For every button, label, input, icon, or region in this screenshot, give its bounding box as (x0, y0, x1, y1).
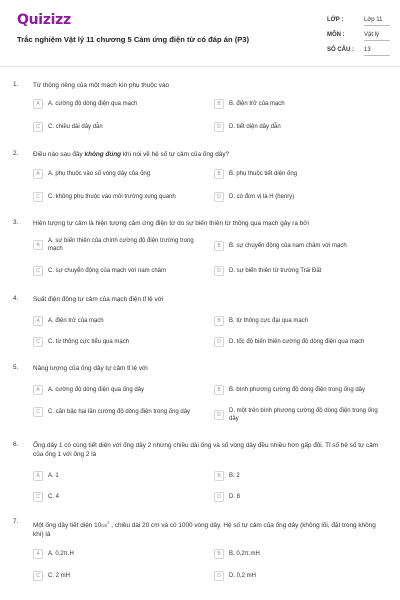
option-text: C. từ thông cực tiểu qua mạch (48, 339, 130, 345)
question-number: 7. (13, 518, 19, 525)
option-d[interactable] (214, 122, 386, 132)
question-text (33, 150, 388, 159)
question-number: 1. (13, 81, 19, 88)
option-letter-badge: C (33, 192, 43, 202)
option-text: A. phụ thuộc vào số vòng dây của ống (48, 171, 151, 177)
option-letter-badge: B (214, 169, 224, 179)
question-text-part: Điều nào sau đây (33, 151, 85, 158)
question-text: Suất điện động tự cảm của mạch điện tỉ lệ với (33, 296, 164, 303)
option-text: A. cường độ dòng điện qua ống dây (48, 387, 145, 393)
option-text: D. tốc độ biến thiên cường độ dòng điện qua mạch (229, 339, 365, 345)
option-text: B. phụ thuộc tiết diện ống (229, 171, 298, 177)
option-c[interactable] (33, 266, 205, 276)
option-letter-badge: C (33, 122, 43, 132)
option-letter-badge: B (214, 99, 224, 109)
option-d[interactable] (214, 266, 386, 276)
option-text: B. 0,2π.mH (229, 551, 260, 557)
question-text: Từ thông riêng của một mạch kín phụ thuộc vào (33, 82, 170, 89)
question-emphasis: không đúng (84, 151, 122, 158)
question-number: 3. (13, 219, 19, 226)
option-text: C. căn bậc hai lần cường độ dòng điện trong ống dây (48, 409, 191, 415)
option-letter-badge: A (33, 316, 43, 326)
question-text-part: khi nói về hệ số tự cảm của ống dây? (121, 151, 230, 158)
question-superscript: 2 (107, 520, 110, 525)
option-text: B. sự chuyển động của nam châm với mạch (229, 243, 347, 249)
option-text: A. điện trở của mạch (48, 318, 104, 324)
question-text (33, 518, 388, 539)
option-text: C. sự chuyển động của mạch với nam châm (48, 268, 167, 274)
option-b[interactable] (214, 169, 386, 179)
question-number: 4. (13, 295, 19, 302)
option-c[interactable] (33, 407, 205, 417)
option-text: C. không phụ thuộc vào môi trường xung quanh (48, 194, 176, 200)
option-b[interactable] (214, 316, 386, 326)
option-b[interactable] (214, 549, 386, 559)
question-text: Ống dây 1 có cùng tiết diện với ống dây 2 nhưng chiều dài ống và số vòng dây đều nhiều hơn gấp đôi. Tỉ số hệ số tự cảm của ống 1 với ống 2 là (33, 442, 379, 458)
option-text: A. sự biến thiên của chính cường độ điện trường trong mạch (48, 238, 194, 252)
option-letter-badge: B (214, 241, 224, 251)
option-text: D. một trên bình phương cường độ dòng điện trong ống dây (229, 408, 378, 422)
option-letter-badge: D (214, 122, 224, 132)
option-letter-badge: C (33, 266, 43, 276)
option-text: A. 0,2π.H (48, 551, 74, 557)
quizizz-logo: Quizizz (17, 12, 71, 28)
option-d[interactable] (214, 337, 386, 347)
option-letter-badge: A (33, 471, 43, 481)
question-count-label: SỐ CÂU : (327, 47, 354, 53)
option-c[interactable] (33, 122, 205, 132)
option-a[interactable] (33, 549, 205, 559)
option-text: B. điện trở của mạch (229, 101, 285, 107)
option-letter-badge: C (33, 407, 43, 417)
option-letter-badge: A (33, 549, 43, 559)
option-text: A. 1 (48, 473, 59, 479)
question-text-part: , chiều dài 20 cm và có 1000 vòng dây. Hệ số tự cảm của ống dây (không lõi, đặt trong không khí) là (33, 522, 376, 539)
option-letter-badge: C (33, 337, 43, 347)
header-divider (0, 66, 400, 67)
option-text: A. cường độ dòng điện qua mạch (48, 101, 138, 107)
option-text: D. tiết diện dây dẫn (229, 124, 281, 130)
option-letter-badge: B (214, 385, 224, 395)
question-count-value: 13 (364, 47, 390, 56)
question-text: Hiện tượng tự cảm là hiện tượng cảm ứng điện từ do sự biến thiên từ thông qua mạch gây ra bởi (33, 220, 309, 227)
option-b[interactable] (214, 471, 386, 481)
option-letter-badge: C (33, 571, 43, 581)
option-letter-badge: B (214, 471, 224, 481)
option-d[interactable] (214, 407, 386, 423)
document-title: Trắc nghiệm Vật lý 11 chương 5 Cảm ứng điện từ có đáp án (P3) (17, 35, 250, 44)
option-letter-badge: D (214, 192, 224, 202)
grade-value: Lớp 11 (364, 17, 390, 26)
option-text: B. 2 (229, 473, 240, 479)
option-text: B. bình phương cường độ dòng điện trong ống dây (229, 387, 365, 393)
question-number: 2. (13, 150, 19, 157)
option-letter-badge: C (33, 492, 43, 502)
option-text: C. 2 mH (48, 573, 71, 579)
option-letter-badge: D (214, 337, 224, 347)
option-letter-badge: D (214, 492, 224, 502)
subject-value: Vật lý (364, 32, 390, 41)
option-d[interactable] (214, 492, 386, 502)
option-text: D. có đơn vị là H (henry) (229, 194, 295, 200)
option-letter-badge: A (33, 240, 43, 250)
subject-label: MÔN : (327, 32, 345, 38)
option-letter-badge: A (33, 99, 43, 109)
option-a[interactable] (33, 471, 205, 481)
option-a[interactable] (33, 237, 205, 253)
option-b[interactable] (214, 385, 386, 395)
option-letter-badge: D (214, 571, 224, 581)
option-b[interactable] (214, 241, 386, 251)
option-a[interactable] (33, 169, 205, 179)
option-text: B. từ thông cực đại qua mạch (229, 318, 309, 324)
option-letter-badge: D (214, 410, 224, 420)
document-header (0, 0, 400, 68)
option-text: D. 0,2 mH (229, 573, 257, 579)
question-unit: cm (101, 523, 108, 529)
question-number: 5. (13, 364, 19, 371)
option-letter-badge: A (33, 385, 43, 395)
option-text: C. chiều dài dây dẫn (48, 124, 103, 130)
option-a[interactable] (33, 385, 205, 395)
question-text-part: Một ống dây tiết diện 10 (33, 522, 102, 530)
option-d[interactable] (214, 571, 386, 581)
option-text: D. 8 (229, 494, 241, 500)
question-text: Năng lượng của ống dây tự cảm tỉ lệ với (33, 365, 148, 372)
option-letter-badge: D (214, 266, 224, 276)
question-number: 6. (13, 441, 19, 448)
option-c[interactable] (33, 192, 205, 202)
option-text: D. sự biến thiên từ trường Trái Đất (229, 268, 322, 274)
option-a[interactable] (33, 99, 205, 109)
option-c[interactable] (33, 571, 205, 581)
option-letter-badge: A (33, 169, 43, 179)
option-letter-badge: B (214, 316, 224, 326)
option-text: C. 4 (48, 494, 60, 500)
option-a[interactable] (33, 316, 205, 326)
option-c[interactable] (33, 337, 205, 347)
option-letter-badge: B (214, 549, 224, 559)
option-b[interactable] (214, 99, 386, 109)
option-d[interactable] (214, 192, 386, 202)
option-c[interactable] (33, 492, 205, 502)
grade-label: LỚP : (327, 17, 344, 23)
